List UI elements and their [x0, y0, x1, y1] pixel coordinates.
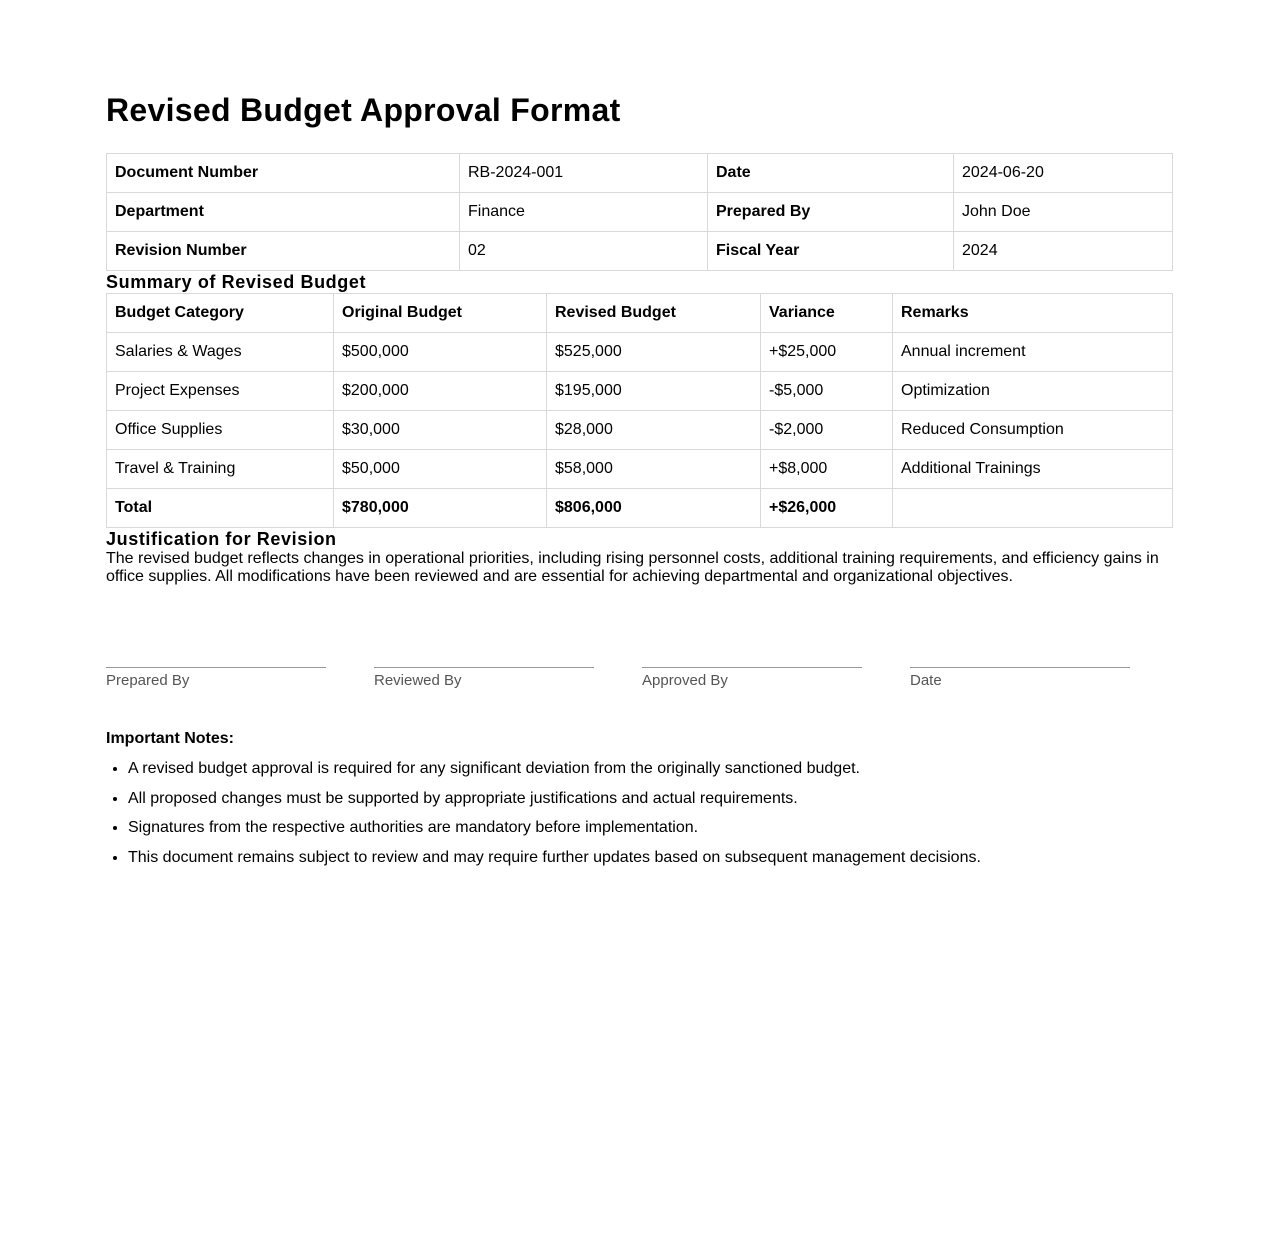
fiscal-year-label: Fiscal Year	[708, 232, 954, 271]
document-number-value: RB-2024-001	[460, 154, 708, 193]
total-remarks	[893, 489, 1173, 528]
signature-line	[374, 667, 594, 668]
table-row	[107, 372, 1173, 411]
cell-category: Office Supplies	[107, 411, 334, 450]
cell-original: $50,000	[334, 450, 547, 489]
prepared-by-value: John Doe	[954, 193, 1173, 232]
cell-revised: $195,000	[547, 372, 761, 411]
table-row	[107, 333, 1173, 372]
cell-remarks: Annual increment	[893, 333, 1173, 372]
cell-variance: +$25,000	[761, 333, 893, 372]
total-row	[107, 489, 1173, 528]
table-header-row	[107, 294, 1173, 333]
signature-line	[642, 667, 862, 668]
cell-variance: -$5,000	[761, 372, 893, 411]
list-item: • Signatures from the respective authorities are mandatory before implementation.	[128, 819, 1172, 837]
date-label: Date	[708, 154, 954, 193]
list-item: • This document remains subject to review and may require further updates based on subsequent management decisions.	[128, 849, 1172, 867]
budget-summary-table	[106, 293, 1173, 528]
cell-revised: $525,000	[547, 333, 761, 372]
prepared-by-label: Prepared By	[708, 193, 954, 232]
total-variance: +$26,000	[761, 489, 893, 528]
cell-category: Salaries & Wages	[107, 333, 334, 372]
department-value: Finance	[460, 193, 708, 232]
document-info-table	[106, 153, 1173, 271]
revision-number-value: 02	[460, 232, 708, 271]
signature-reviewed-by	[374, 667, 594, 690]
info-row	[107, 232, 1173, 271]
column-header-category: Budget Category	[107, 294, 334, 333]
signature-label: Prepared By	[106, 672, 190, 689]
cell-remarks: Additional Trainings	[893, 450, 1173, 489]
list-item: • A revised budget approval is required for any significant deviation from the originally sanctioned budget.	[128, 760, 1172, 778]
cell-revised: $58,000	[547, 450, 761, 489]
document-page	[106, 88, 1172, 879]
cell-variance: +$8,000	[761, 450, 893, 489]
column-header-variance: Variance	[761, 294, 893, 333]
table-row	[107, 450, 1173, 489]
total-revised: $806,000	[547, 489, 761, 528]
summary-heading: Summary of Revised Budget	[106, 272, 367, 292]
cell-revised: $28,000	[547, 411, 761, 450]
cell-category: Travel & Training	[107, 450, 334, 489]
total-original: $780,000	[334, 489, 547, 528]
cell-variance: -$2,000	[761, 411, 893, 450]
justification-text: The revised budget reflects changes in operational priorities, including rising personnel costs, additional training requirements, and efficiency gains in office supplies. All modifications have been reviewed and are essential for achieving departmental and organizational objectives.	[106, 550, 1159, 585]
revision-number-label: Revision Number	[107, 232, 460, 271]
fiscal-year-value: 2024	[954, 232, 1173, 271]
signature-line	[910, 667, 1130, 668]
cell-remarks: Optimization	[893, 372, 1173, 411]
signature-label: Date	[910, 672, 942, 689]
signature-line	[106, 667, 326, 668]
notes-heading: Important Notes:	[106, 730, 234, 747]
info-row	[107, 193, 1173, 232]
column-header-remarks: Remarks	[893, 294, 1173, 333]
signature-label: Reviewed By	[374, 672, 462, 689]
page-title: Revised Budget Approval Format	[106, 92, 621, 128]
signature-section	[106, 667, 1172, 690]
list-item: • All proposed changes must be supported by appropriate justifications and actual requirements.	[128, 790, 1172, 808]
date-value: 2024-06-20	[954, 154, 1173, 193]
table-row	[107, 411, 1173, 450]
info-row	[107, 154, 1173, 193]
department-label: Department	[107, 193, 460, 232]
total-label: Total	[107, 489, 334, 528]
signature-prepared-by	[106, 667, 326, 690]
notes-list	[106, 760, 1172, 867]
cell-original: $200,000	[334, 372, 547, 411]
signature-label: Approved By	[642, 672, 728, 689]
cell-original: $500,000	[334, 333, 547, 372]
cell-category: Project Expenses	[107, 372, 334, 411]
justification-heading: Justification for Revision	[106, 529, 337, 549]
signature-date	[910, 667, 1130, 690]
signature-approved-by	[642, 667, 862, 690]
cell-remarks: Reduced Consumption	[893, 411, 1173, 450]
column-header-revised: Revised Budget	[547, 294, 761, 333]
cell-original: $30,000	[334, 411, 547, 450]
document-number-label: Document Number	[107, 154, 460, 193]
column-header-original: Original Budget	[334, 294, 547, 333]
